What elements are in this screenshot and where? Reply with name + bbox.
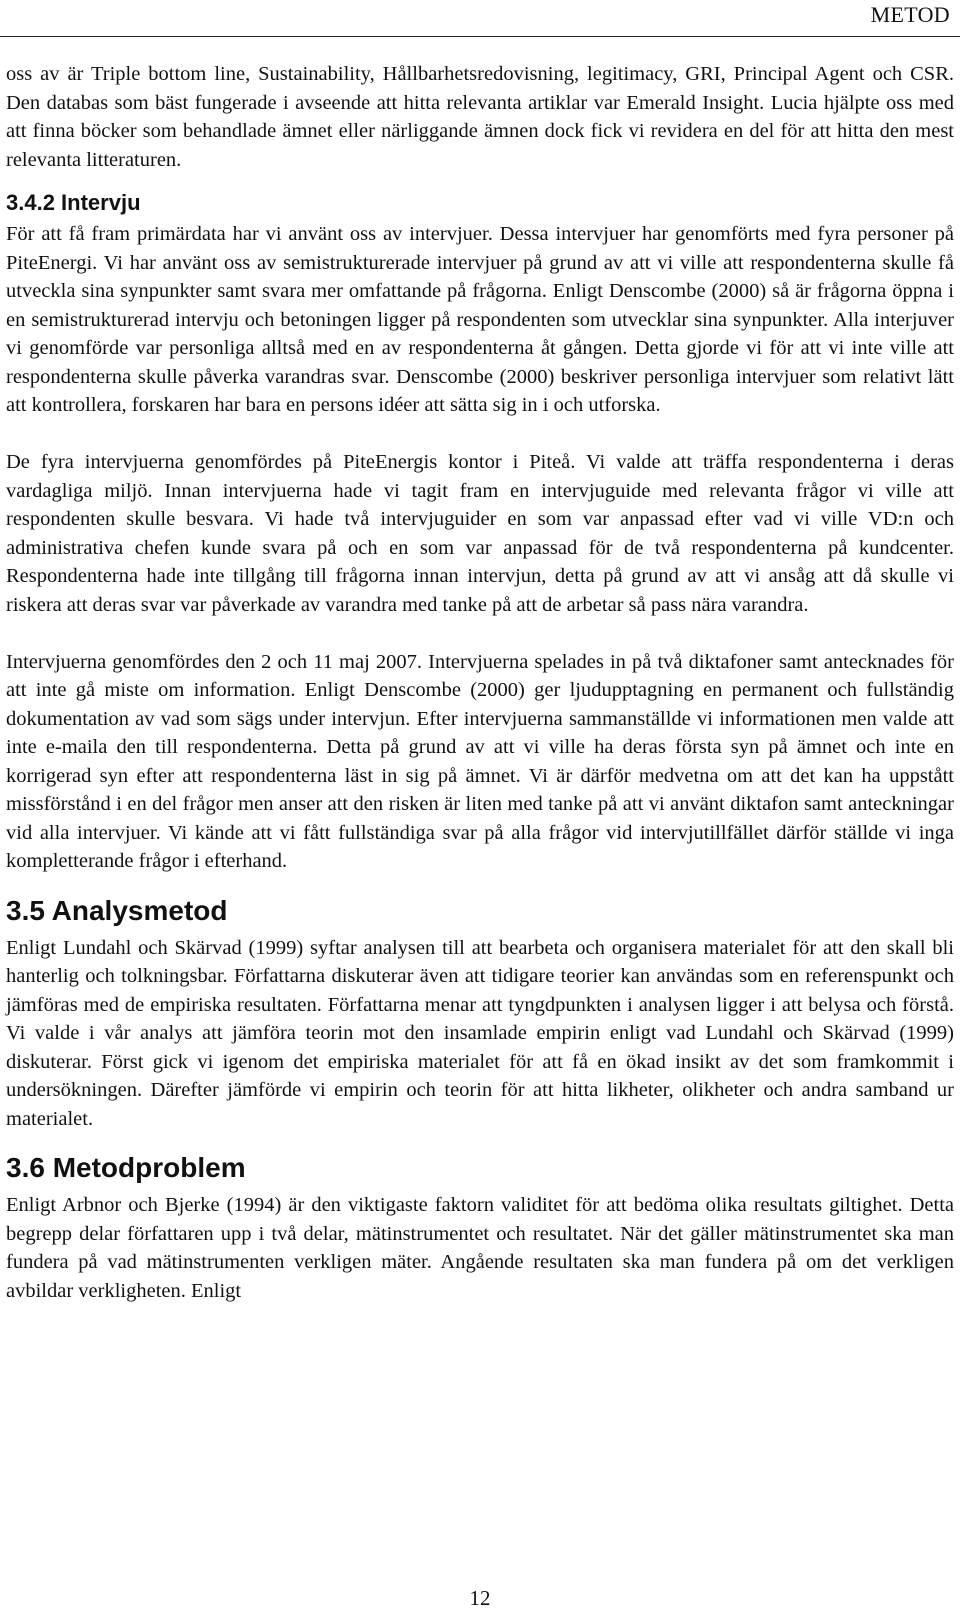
- document-body: [6, 60, 954, 1305]
- page-number: 12: [469, 1586, 491, 1610]
- intervju-paragraph-3: Intervjuerna genomfördes den 2 och 11 maj 2007. Intervjuerna spelades in på två diktafoner samt antecknades för att inte gå miste om information. Enligt Denscombe (2000) ger ljudupptagning en permanent och fullständig dokumentation av vad som sägs under intervjun. Efter intervjuerna sammanställde vi informationen men valde att inte e-maila den till respondenterna. Detta på grund av att vi ville ha deras första syn på ämnet och inte en korrigerad syn efter att respondenterna läst in sig på ämnet. Vi är därför medvetna om att det kan ha uppstått missförstånd i en del frågor men anser att den risken är liten med tanke på att vi använt diktafon samt anteckningar vid alla intervjuer. Vi kände att vi fått fullständiga svar på alla frågor vid intervjutillfället därför ställde vi inga kompletterande frågor i efterhand.: [6, 650, 954, 872]
- header-divider: [0, 36, 960, 37]
- metodproblem-paragraph: Enligt Arbnor och Bjerke (1994) är den viktigaste faktorn validitet för att bedöma olika resultats giltighet. Detta begrepp delar författaren upp i två delar, mätinstrumentet och resultatet. När det gäller mätinstrumentet ska man fundera på vad mätinstrumenten verkligen mäter. Angående resultaten ska man fundera på om det verkligen avbildar verkligheten. Enligt: [6, 1194, 954, 1302]
- intervju-paragraph-1: För att få fram primärdata har vi använt oss av intervjuer. Dessa intervjuer har genomförts med fyra personer på PiteEnergi. Vi har använt oss av semistrukturerade intervjuer på grund av att vi ville att respondenterna skulle få utveckla sina synpunkter samt svara mer omfattande på frågorna. Enligt Denscombe (2000) så är frågorna öppna i en semistrukturerad intervju och betoningen ligger på respondenten som utvecklar sina synpunkter. Alla interjuver vi genomförde var personliga alltså med en av respondenterna åt gången. Detta gjorde vi för att vi inte ville att respondenterna skulle påverka varandras svar. Denscombe (2000) beskriver personliga intervjuer som relativt lätt att kontrollera, forskaren har bara en persons idéer att sätta sig in i och utforska.: [6, 223, 954, 416]
- intervju-paragraph-2: De fyra intervjuerna genomfördes på PiteEnergis kontor i Piteå. Vi valde att träffa respondenterna i deras vardagliga miljö. Innan intervjuerna hade vi tagit fram en intervjuguide med relevanta frågor vi ville att respondenten skulle besvara. Vi hade två intervjuguider en som var anpassad efter vad vi ville VD:n och administrativa chefen kunde svara på och en som var anpassad för de två respondenterna på kundcenter. Respondenterna hade inte tillgång till frågorna innan intervjun, detta på grund av att vi ansåg att då skulle vi riskera att deras svar var påverkade av varandra med tanke på att de arbetar så pass nära varandra.: [6, 451, 954, 616]
- section-heading-analysmetod: 3.5 Analysmetod: [6, 894, 228, 926]
- running-header: METOD: [870, 2, 950, 27]
- section-heading-metodproblem: 3.6 Metodproblem: [6, 1152, 246, 1183]
- analysmetod-paragraph: Enligt Lundahl och Skärvad (1999) syftar analysen till att bearbeta och organisera materialet för att den skall bli hanterlig och tolkningsbar. Författarna diskuterar även att tidigare teorier kan användas som en referenspunkt och jämföras med de empiriska resultaten. Författarna menar att tyngdpunkten i analysen ligger i att belysa och förstå. Vi valde i vår analys att jämföra teorin mot den insamlade empirin enligt vad Lundahl och Skärvad (1999) diskuterar. Först gick vi igenom det empiriska materialet för att få en ökad insikt av det som framkommit i undersökningen. Därefter jämförde vi empirin och teorin för att hitta likheter, olikheter och andra samband ur materialet.: [6, 936, 954, 1130]
- intro-paragraph: oss av är Triple bottom line, Sustainability, Hållbarhetsredovisning, legitimacy, GRI, Principal Agent och CSR. Den databas som bäst fungerade i avseende att hitta relevanta artiklar var Emerald Insight. Lucia hjälpte oss med att finna böcker som behandlade ämnet eller närliggande ämnen dock fick vi revidera en del för att hitta den mest relevanta litteraturen.: [6, 63, 954, 171]
- section-heading-intervju: 3.4.2 Intervju: [6, 190, 141, 215]
